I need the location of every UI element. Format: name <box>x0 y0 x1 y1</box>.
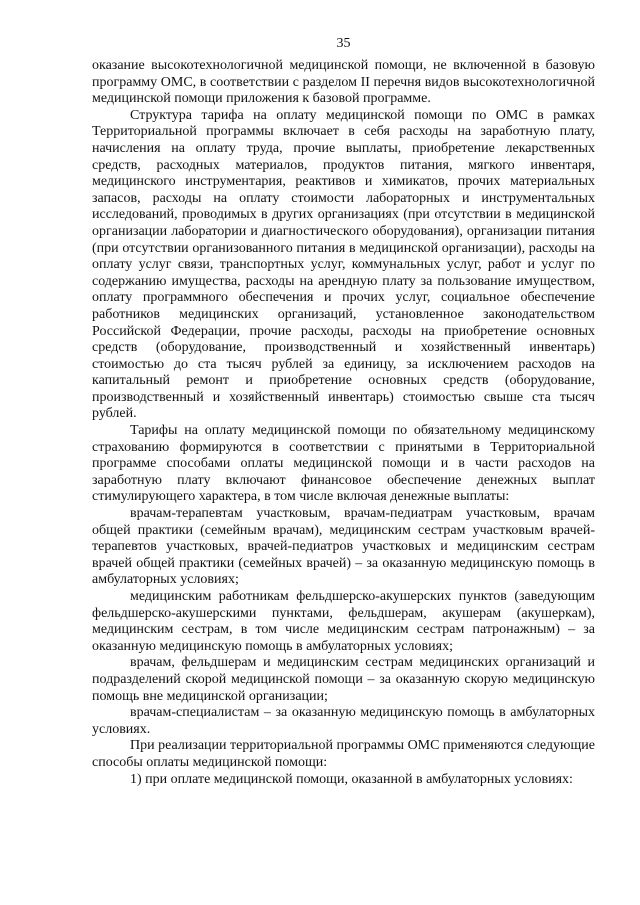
paragraph-outpatient-payment: 1) при оплате медицинской помощи, оказанной в амбулаторных условиях: <box>130 771 573 787</box>
page-number: 35 <box>336 36 351 51</box>
paragraph-tariffs-formation: Тарифы на оплату медицинской помощи по обязательному медицинскому страхованию формируются в соответствии с принятыми в Территориальной программе способами оплаты медицинской помощи и в части расходов на заработную плату включают финансовое обеспечение денежных выплат стимулирующего характера, в том числе включая денежные выплаты: <box>92 423 595 505</box>
paragraph-list-item-specialists: врачам-специалистам – за оказанную медицинскую помощь в амбулаторных условиях. <box>92 705 595 737</box>
paragraph-tariff-structure: Структура тарифа на оплату медицинской помощи по ОМС в рамках Территориальной программы включает в себя расходы на заработную плату, начисления на оплату труда, прочие выплаты, приобретение лекарственных средств, расходных материалов, продуктов питания, мягкого инвентаря, медицинского инструментария, реактивов и химикатов, прочих материальных запасов, расходы на оплату стоимости лабораторных и инструментальных исследований, проводимых в других организациях (при отсутствии в медицинской организации лаборатории и диагностического оборудования), организации питания (при отсутствии организованного питания в медицинской организации), расходы на оплату услуг связи, транспортных услуг, коммунальных услуг, работ и услуг по содержанию имущества, расходы на арендную плату за пользование имуществом, оплату программного обеспечения и прочих услуг, социальное обеспечение работников медицинских организаций, установленное законодательством Российской Федерации, прочие расходы, расходы на приобретение основных средств (оборудование, производственный и хозяйственный инвентарь) стоимостью до ста тысяч рублей за единицу, за исключением расходов на капитальный ремонт и приобретение основных средств (оборудование, производственный и хозяйственный инвентарь) стоимостью свыше ста тысяч рублей. <box>92 107 595 422</box>
paragraph-list-item-emergency: врачам, фельдшерам и медицинским сестрам медицинских организаций и подразделений скорой медицинской помощи – за оказанную скорую медицинскую помощь вне медицинской организации; <box>92 655 595 704</box>
paragraph-continuation: оказание высокотехнологичной медицинской помощи, не включенной в базовую программу ОМС, в соответствии с разделом II перечня видов высокотехнологичной медицинской помощи приложения к базовой программе. <box>92 58 595 107</box>
paragraph-list-item-feldsher-points: медицинским работникам фельдшерско-акушерских пунктов (заведующим фельдшерско-акушерскими пунктами, фельдшерам, акушерам (акушеркам), медицинским сестрам, в том числе медицинским сестрам патронажным) – за оказанную медицинскую помощь в амбулаторных условиях; <box>92 589 595 654</box>
paragraph-payment-methods: При реализации территориальной программы ОМС применяются следующие способы оплаты медицинской помощи: <box>92 738 595 770</box>
paragraph-list-item-district-doctors: врачам-терапевтам участковым, врачам-педиатрам участковым, врачам общей практики (семейным врачам), медицинским сестрам участковым врачей-терапевтов участковых, врачей-педиатров участковых и медицинским сестрам врачей общей практики (семейных врачей) – за оказанную медицинскую помощь в амбулаторных условиях; <box>92 506 595 588</box>
